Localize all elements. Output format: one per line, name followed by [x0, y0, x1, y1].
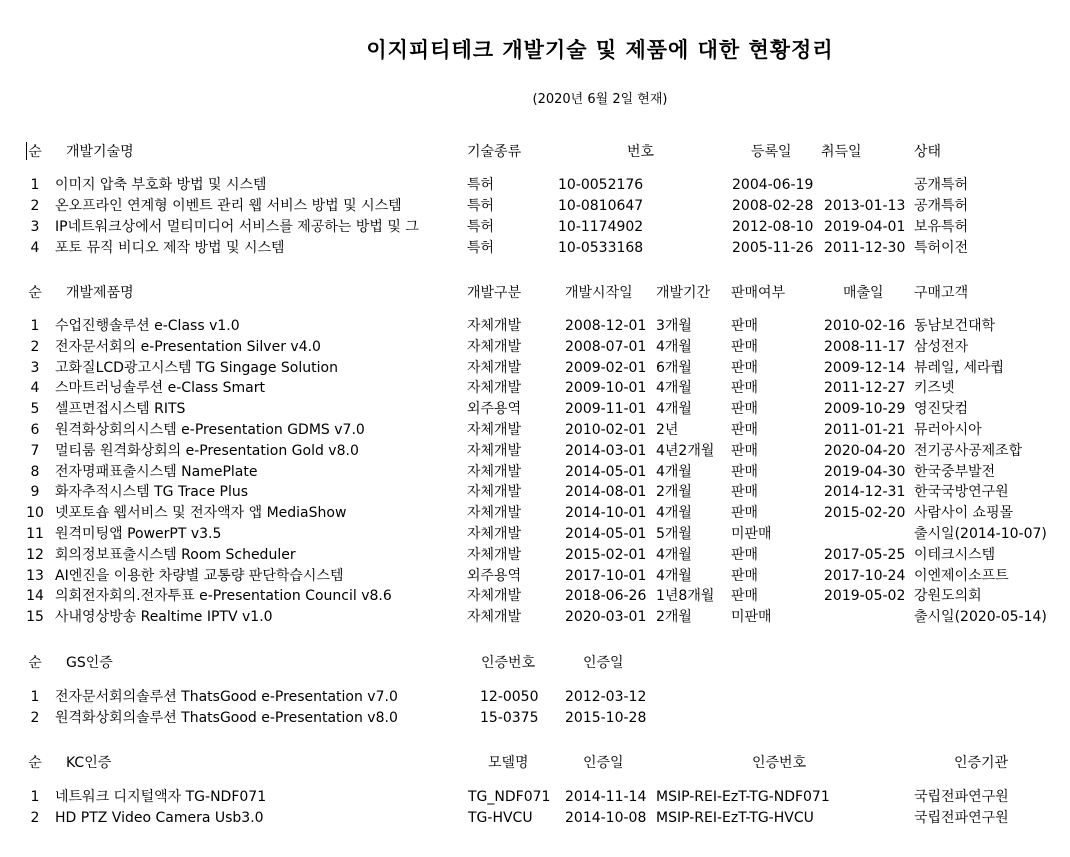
products-row-7-cell-3: 2014-03-01 — [565, 442, 647, 459]
products-row-14-cell-1: 의회전자회의.전자투표 e-Presentation Council v8.6 — [55, 588, 392, 605]
products-row-7-cell-1: 멀티룸 원격화상회의 e-Presentation Gold v8.0 — [55, 442, 359, 459]
tech-header-1: 개발기술명 — [66, 144, 134, 160]
products-row-9-cell-2: 자체개발 — [467, 484, 522, 501]
tech-row-2-cell-3: 10-0810647 — [558, 198, 644, 214]
gs-row-2-cell-0: 2 — [30, 710, 40, 726]
products-row-7-cell-5: 판매 — [731, 442, 759, 459]
tech-row-1-cell-0: 1 — [30, 177, 40, 193]
products-row-11-cell-1: 원격미팅앱 PowerPT v3.5 — [55, 526, 222, 542]
products-row-1-cell-6: 2010-02-16 — [824, 318, 906, 334]
products-row-12-cell-4: 4개월 — [656, 546, 692, 563]
products-row-7-cell-2: 자체개발 — [467, 442, 522, 459]
products-row-10-cell-4: 4개월 — [656, 505, 692, 522]
gs-row-2-cell-1: 원격화상회의솔루션 ThatsGood e-Presentation v8.0 — [55, 710, 398, 726]
products-row-3-cell-1: 고화질LCD광고시스템 TG Singage Solution — [55, 359, 338, 376]
kc-row-1-cell-2: TG_NDF071 — [468, 789, 551, 805]
products-row-8-cell-7: 한국중부발전 — [914, 463, 996, 480]
tech-row-2-cell-2: 특허 — [467, 198, 495, 214]
products-row-3-cell-4: 6개월 — [656, 359, 692, 376]
gs-row-1-cell-0: 1 — [30, 689, 40, 705]
kc-row-2-cell-1: HD PTZ Video Camera Usb3.0 — [55, 810, 264, 826]
products-row-7-cell-4: 4년2개월 — [656, 442, 715, 459]
products-row-14-cell-6: 2019-05-02 — [824, 588, 906, 605]
kc-row-2-cell-0: 2 — [30, 810, 40, 826]
tech-header-6: 상태 — [914, 144, 942, 160]
products-row-2-cell-6: 2008-11-17 — [824, 338, 906, 355]
products-row-5-cell-1: 셀프면접시스템 RITS — [55, 401, 186, 418]
products-row-1-cell-4: 3개월 — [656, 318, 692, 334]
products-row-2-cell-2: 자체개발 — [467, 338, 522, 355]
products-header-4: 개발기간 — [656, 285, 711, 301]
kc-header-4: 인증번호 — [752, 755, 807, 771]
products-row-3-cell-0: 3 — [30, 359, 40, 376]
products-row-12-cell-6: 2017-05-25 — [824, 546, 906, 563]
products-row-12-cell-0: 12 — [26, 546, 44, 563]
products-header-2: 개발구분 — [467, 285, 522, 301]
products-row-6-cell-3: 2010-02-01 — [565, 422, 647, 438]
products-row-2-cell-1: 전자문서회의 e-Presentation Silver v4.0 — [55, 338, 321, 355]
products-row-9-cell-5: 판매 — [731, 484, 759, 501]
tech-row-3-cell-6: 보유특허 — [914, 219, 969, 235]
products-row-15-cell-4: 2개월 — [656, 609, 692, 626]
gs-header-0: 순 — [28, 655, 42, 671]
products-row-4-cell-1: 스마트러닝솔루션 e-Class Smart — [55, 380, 265, 397]
products-row-5-cell-5: 판매 — [731, 401, 759, 418]
products-row-5-cell-6: 2009-10-29 — [824, 401, 906, 418]
tech-row-4-cell-3: 10-0533168 — [558, 240, 644, 256]
products-row-9-cell-0: 9 — [30, 484, 40, 501]
tech-row-2-cell-0: 2 — [30, 198, 40, 214]
tech-header-3: 번호 — [627, 144, 655, 160]
tech-row-4-cell-1: 포토 뮤직 비디오 제작 방법 및 시스템 — [55, 240, 285, 256]
tech-row-1-cell-6: 공개특허 — [914, 177, 969, 193]
products-row-12-cell-7: 이테크시스템 — [914, 546, 996, 563]
kc-row-2-cell-4: MSIP-REI-EzT-TG-HVCU — [656, 810, 814, 826]
products-row-10-cell-5: 판매 — [731, 505, 759, 522]
page-title: 이지피티테크 개발기술 및 제품에 대한 현황정리 — [366, 38, 834, 62]
products-row-8-cell-4: 4개월 — [656, 463, 692, 480]
products-row-12-cell-3: 2015-02-01 — [565, 546, 647, 563]
products-header-5: 판매여부 — [731, 285, 786, 301]
kc-row-2-cell-3: 2014-10-08 — [565, 810, 647, 826]
products-row-7-cell-7: 전기공사공제조합 — [914, 442, 1023, 459]
gs-row-1-cell-3: 2012-03-12 — [565, 689, 647, 705]
products-row-4-cell-4: 4개월 — [656, 380, 692, 397]
products-row-10-cell-7: 사람사이 쇼핑몰 — [914, 505, 1014, 522]
gs-header-1: GS인증 — [66, 655, 113, 671]
tech-row-3-cell-5: 2019-04-01 — [824, 219, 906, 235]
products-row-3-cell-6: 2009-12-14 — [824, 359, 906, 376]
products-row-13-cell-2: 외주용역 — [467, 567, 522, 584]
products-row-9-cell-6: 2014-12-31 — [824, 484, 906, 501]
products-row-15-cell-2: 자체개발 — [467, 609, 522, 626]
products-row-12-cell-5: 판매 — [731, 546, 759, 563]
tech-row-3-cell-0: 3 — [30, 219, 40, 235]
gs-row-1-cell-1: 전자문서회의솔루션 ThatsGood e-Presentation v7.0 — [55, 689, 398, 705]
tech-row-3-cell-1: IP네트워크상에서 멀티미디어 서비스를 제공하는 방법 및 그 — [55, 219, 419, 235]
products-row-6-cell-2: 자체개발 — [467, 422, 522, 438]
products-row-11-cell-3: 2014-05-01 — [565, 526, 647, 542]
gs-row-2-cell-2: 15-0375 — [480, 710, 539, 726]
products-row-4-cell-3: 2009-10-01 — [565, 380, 647, 397]
products-row-2-cell-5: 판매 — [731, 338, 759, 355]
products-row-1-cell-5: 판매 — [731, 318, 759, 334]
kc-header-3: 인증일 — [583, 755, 624, 771]
products-row-2-cell-0: 2 — [30, 338, 40, 355]
tech-header-0: 순 — [28, 144, 42, 160]
kc-header-5: 인증기관 — [954, 755, 1009, 771]
products-row-13-cell-1: AI엔진을 이용한 차량별 교통량 판단학습시스템 — [55, 567, 344, 584]
tech-row-4-cell-4: 2005-11-26 — [732, 240, 814, 256]
products-row-8-cell-3: 2014-05-01 — [565, 463, 647, 480]
tech-row-1-cell-4: 2004-06-19 — [732, 177, 814, 193]
products-row-12-cell-1: 회의정보표출시스템 Room Scheduler — [55, 546, 296, 563]
products-row-14-cell-7: 강원도의회 — [914, 588, 982, 605]
products-row-4-cell-6: 2011-12-27 — [824, 380, 906, 397]
products-row-7-cell-6: 2020-04-20 — [824, 442, 906, 459]
text-cursor — [26, 142, 27, 160]
gs-row-2-cell-3: 2015-10-28 — [565, 710, 647, 726]
products-row-11-cell-0: 11 — [26, 526, 44, 542]
products-row-8-cell-6: 2019-04-30 — [824, 463, 906, 480]
products-row-4-cell-0: 4 — [30, 380, 40, 397]
products-row-13-cell-5: 판매 — [731, 567, 759, 584]
products-row-15-cell-7: 출시일(2020-05-14) — [914, 609, 1047, 626]
products-row-15-cell-3: 2020-03-01 — [565, 609, 647, 626]
products-header-3: 개발시작일 — [565, 285, 633, 301]
products-row-11-cell-5: 미판매 — [731, 526, 772, 542]
products-row-3-cell-7: 뷰레일, 세라퀍 — [914, 359, 1005, 376]
products-row-6-cell-7: 뮤러아시아 — [914, 422, 982, 438]
products-row-9-cell-1: 화자추적시스템 TG Trace Plus — [55, 484, 249, 501]
products-row-4-cell-7: 키즈넷 — [914, 380, 955, 397]
products-row-10-cell-2: 자체개발 — [467, 505, 522, 522]
products-row-8-cell-2: 자체개발 — [467, 463, 522, 480]
products-row-2-cell-7: 삼성전자 — [914, 338, 969, 355]
products-header-7: 구매고객 — [914, 285, 969, 301]
tech-row-2-cell-6: 공개특허 — [914, 198, 969, 214]
products-row-13-cell-0: 13 — [26, 567, 44, 584]
products-row-9-cell-7: 한국국방연구원 — [914, 484, 1009, 501]
products-row-2-cell-4: 4개월 — [656, 338, 692, 355]
products-row-3-cell-3: 2009-02-01 — [565, 359, 647, 376]
tech-row-4-cell-6: 특허이전 — [914, 240, 969, 256]
kc-header-2: 모델명 — [488, 755, 529, 771]
tech-row-3-cell-3: 10-1174902 — [558, 219, 644, 235]
kc-row-1-cell-1: 네트워크 디지털액자 TG-NDF071 — [55, 789, 267, 805]
tech-row-2-cell-4: 2008-02-28 — [732, 198, 814, 214]
tech-header-5: 취득일 — [821, 144, 862, 160]
products-row-11-cell-4: 5개월 — [656, 526, 692, 542]
products-row-1-cell-2: 자체개발 — [467, 318, 522, 334]
tech-row-4-cell-0: 4 — [30, 240, 40, 256]
tech-row-1-cell-2: 특허 — [467, 177, 495, 193]
page-subtitle: (2020년 6월 2일 현재) — [532, 92, 668, 107]
kc-row-1-cell-0: 1 — [30, 789, 40, 805]
products-row-5-cell-0: 5 — [30, 401, 40, 418]
products-row-12-cell-2: 자체개발 — [467, 546, 522, 563]
products-row-14-cell-3: 2018-06-26 — [565, 588, 647, 605]
tech-row-1-cell-3: 10-0052176 — [558, 177, 644, 193]
gs-header-2: 인증번호 — [481, 655, 536, 671]
kc-header-0: 순 — [28, 755, 42, 771]
products-row-8-cell-0: 8 — [30, 463, 40, 480]
products-row-14-cell-5: 판매 — [731, 588, 759, 605]
tech-row-3-cell-4: 2012-08-10 — [732, 219, 814, 235]
products-row-5-cell-2: 외주용역 — [467, 401, 522, 418]
products-row-10-cell-0: 10 — [26, 505, 44, 522]
products-row-14-cell-0: 14 — [26, 588, 44, 605]
products-row-3-cell-5: 판매 — [731, 359, 759, 376]
gs-header-3: 인증일 — [583, 655, 624, 671]
kc-row-1-cell-3: 2014-11-14 — [565, 789, 647, 805]
products-row-1-cell-1: 수업진행솔루션 e-Class v1.0 — [55, 318, 240, 334]
products-row-3-cell-2: 자체개발 — [467, 359, 522, 376]
products-row-13-cell-7: 이엔제이소프트 — [914, 567, 1009, 584]
products-row-7-cell-0: 7 — [30, 442, 40, 459]
products-header-6: 매출일 — [843, 285, 884, 301]
products-row-14-cell-2: 자체개발 — [467, 588, 522, 605]
products-row-15-cell-5: 미판매 — [731, 609, 772, 626]
products-row-13-cell-3: 2017-10-01 — [565, 567, 647, 584]
products-row-14-cell-4: 1년8개월 — [656, 588, 715, 605]
products-row-15-cell-0: 15 — [26, 609, 44, 626]
tech-row-4-cell-5: 2011-12-30 — [824, 240, 906, 256]
products-row-1-cell-3: 2008-12-01 — [565, 318, 647, 334]
tech-header-4: 등록일 — [751, 144, 792, 160]
products-row-4-cell-5: 판매 — [731, 380, 759, 397]
tech-row-3-cell-2: 특허 — [467, 219, 495, 235]
products-row-5-cell-3: 2009-11-01 — [565, 401, 647, 418]
products-row-11-cell-2: 자체개발 — [467, 526, 522, 542]
products-row-5-cell-7: 영진닷컴 — [914, 401, 969, 418]
kc-row-1-cell-5: 국립전파연구원 — [914, 789, 1009, 805]
products-row-6-cell-6: 2011-01-21 — [824, 422, 906, 438]
products-row-8-cell-1: 전자명패표출시스템 NamePlate — [55, 463, 258, 480]
products-row-6-cell-0: 6 — [30, 422, 40, 438]
products-header-0: 순 — [28, 285, 42, 301]
products-row-6-cell-4: 2년 — [656, 422, 679, 438]
kc-header-1: KC인증 — [66, 755, 112, 771]
products-row-1-cell-0: 1 — [30, 318, 40, 334]
products-header-1: 개발제품명 — [66, 285, 134, 301]
tech-header-2: 기술종류 — [467, 144, 522, 160]
kc-row-2-cell-2: TG-HVCU — [468, 810, 533, 826]
gs-row-1-cell-2: 12-0050 — [480, 689, 539, 705]
tech-row-2-cell-5: 2013-01-13 — [824, 198, 906, 214]
products-row-5-cell-4: 4개월 — [656, 401, 692, 418]
products-row-8-cell-5: 판매 — [731, 463, 759, 480]
products-row-9-cell-3: 2014-08-01 — [565, 484, 647, 501]
kc-row-2-cell-5: 국립전파연구원 — [914, 810, 1009, 826]
products-row-10-cell-6: 2015-02-20 — [824, 505, 906, 522]
products-row-6-cell-1: 원격화상회의시스템 e-Presentation GDMS v7.0 — [55, 422, 365, 438]
products-row-13-cell-4: 4개월 — [656, 567, 692, 584]
tech-row-1-cell-1: 이미지 압축 부호화 방법 및 시스템 — [55, 177, 267, 193]
products-row-11-cell-7: 출시일(2014-10-07) — [914, 526, 1047, 542]
products-row-15-cell-1: 사내영상방송 Realtime IPTV v1.0 — [55, 609, 273, 626]
products-row-9-cell-4: 2개월 — [656, 484, 692, 501]
products-row-1-cell-7: 동남보건대학 — [914, 318, 996, 334]
products-row-10-cell-3: 2014-10-01 — [565, 505, 647, 522]
products-row-4-cell-2: 자체개발 — [467, 380, 522, 397]
products-row-10-cell-1: 넷포토숍 웹서비스 및 전자액자 앱 MediaShow — [55, 505, 347, 522]
tech-row-2-cell-1: 온오프라인 연계형 이벤트 관리 웹 서비스 방법 및 시스템 — [55, 198, 402, 214]
products-row-6-cell-5: 판매 — [731, 422, 759, 438]
products-row-13-cell-6: 2017-10-24 — [824, 567, 906, 584]
products-row-2-cell-3: 2008-07-01 — [565, 338, 647, 355]
kc-row-1-cell-4: MSIP-REI-EzT-TG-NDF071 — [656, 789, 830, 805]
tech-row-4-cell-2: 특허 — [467, 240, 495, 256]
